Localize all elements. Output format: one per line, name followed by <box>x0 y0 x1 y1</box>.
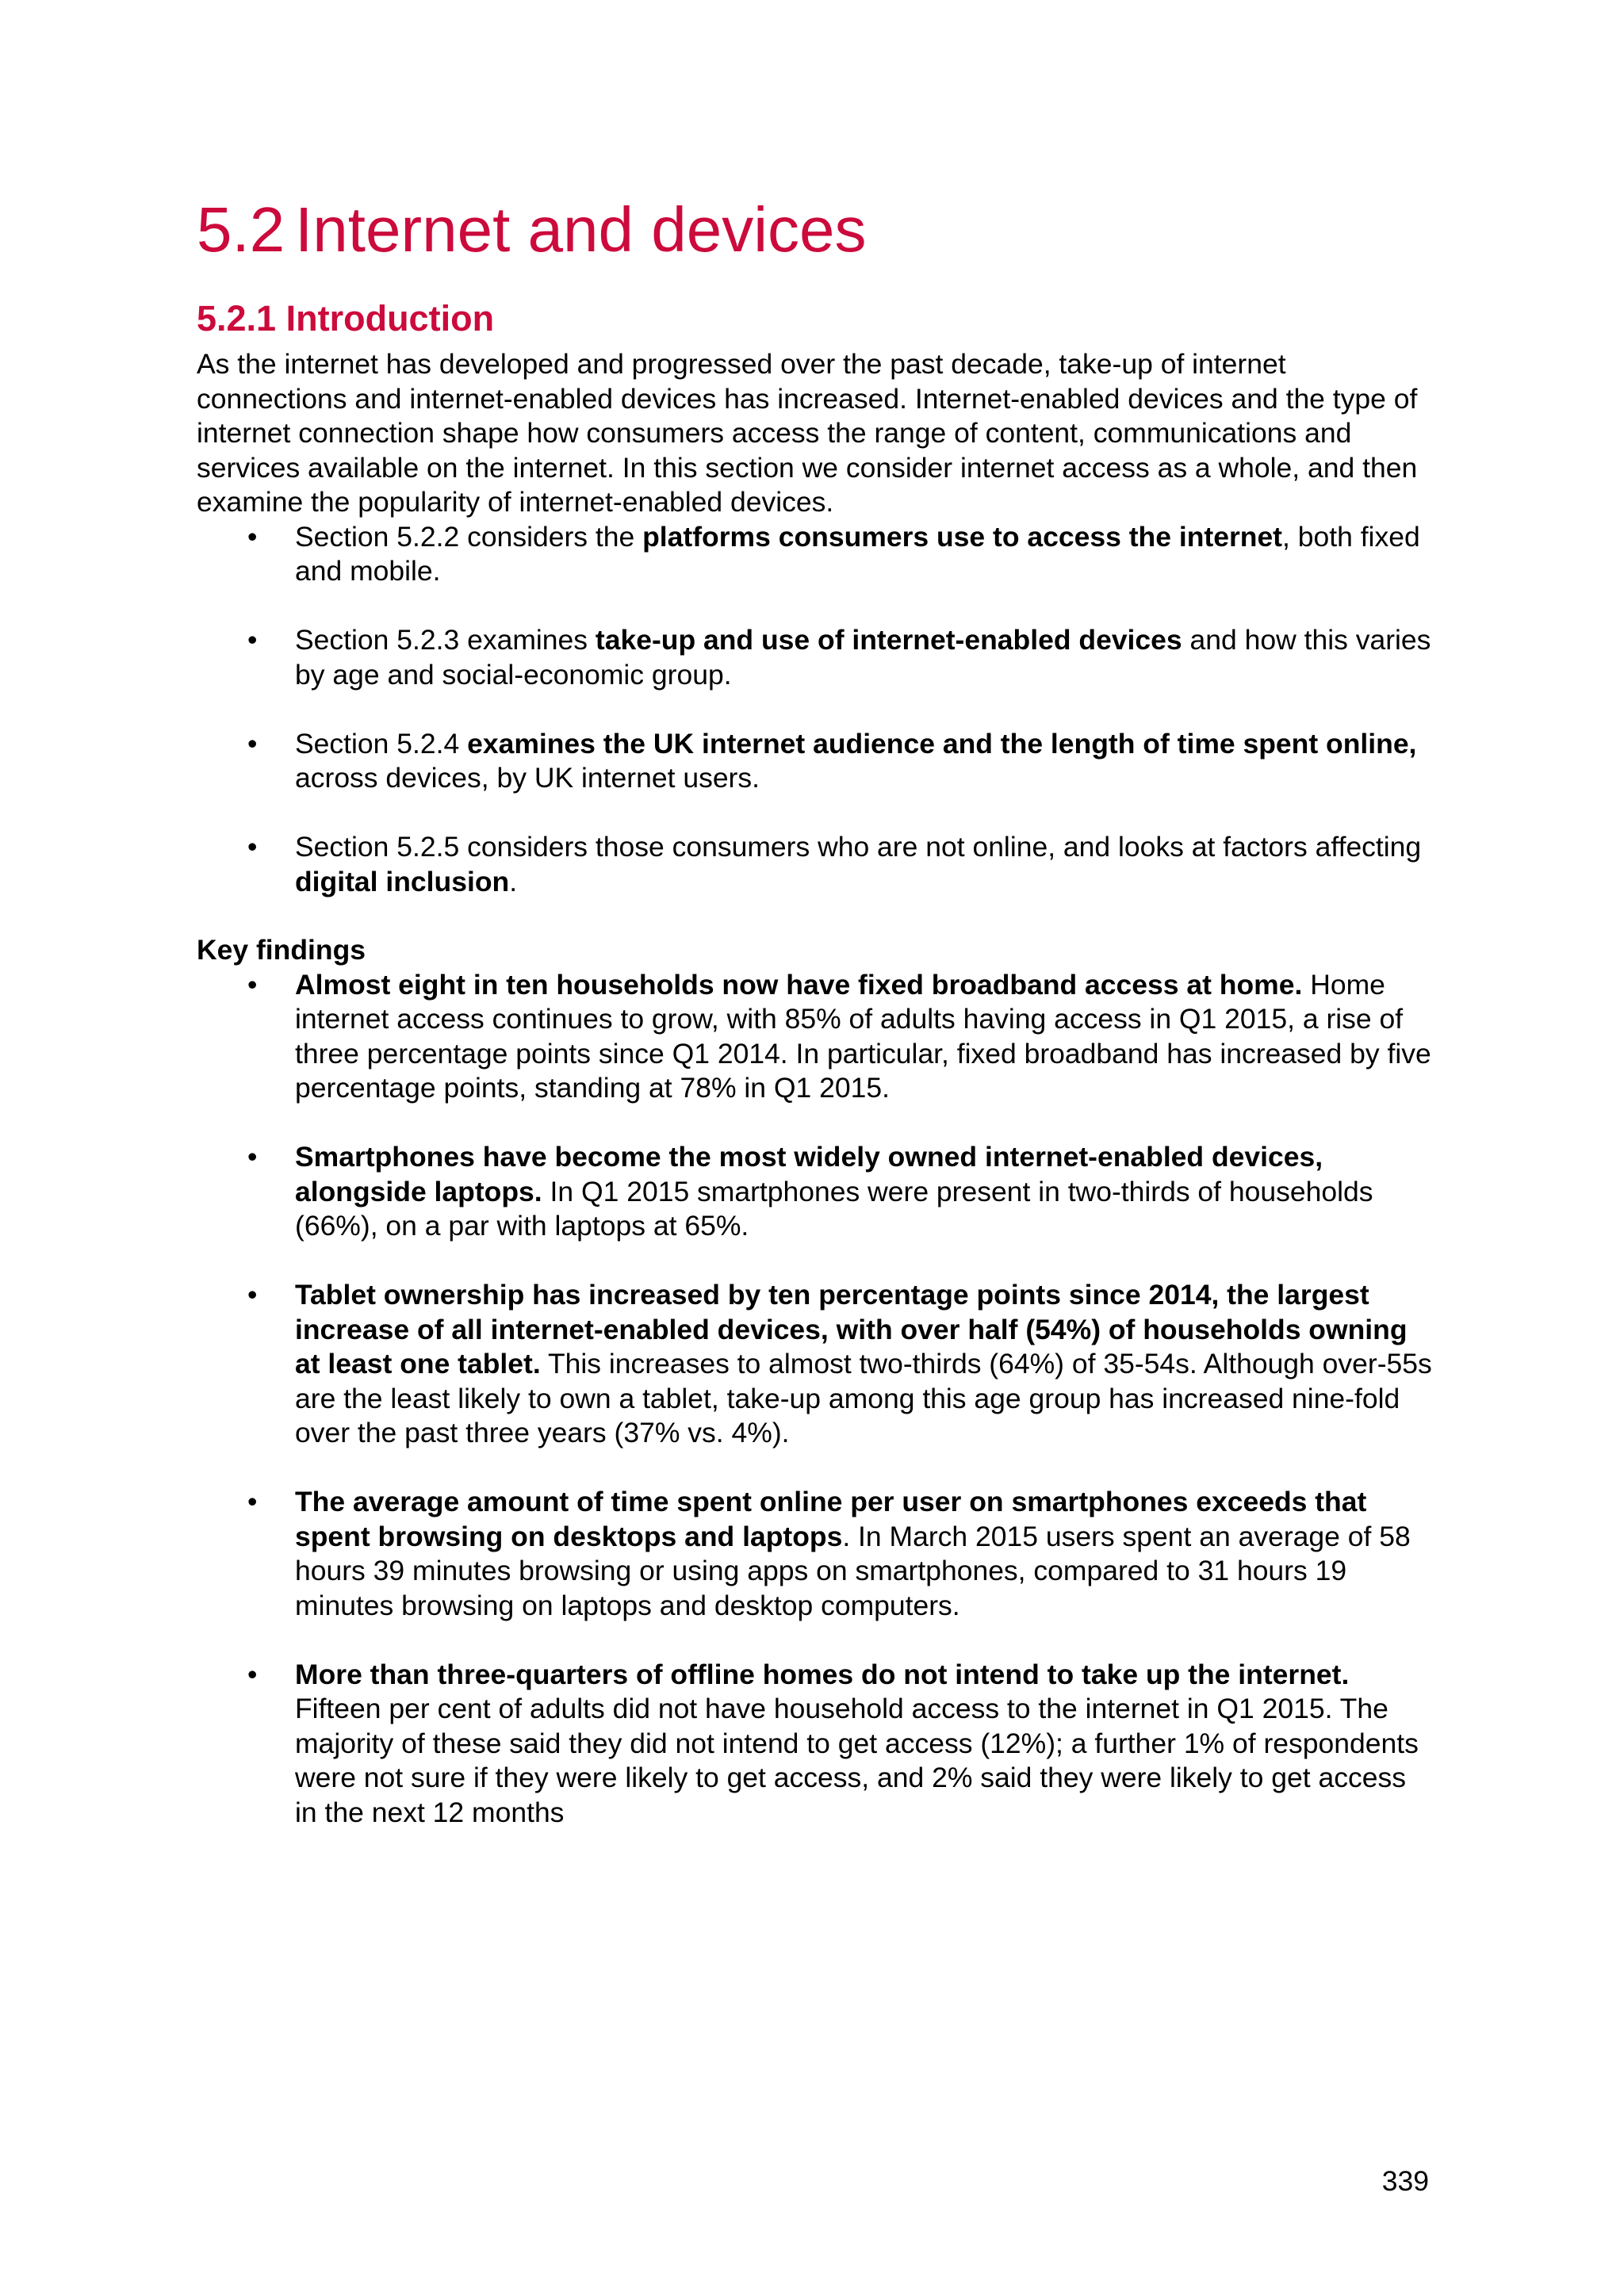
bullet-text-post: and how this varies by age and social-economic group. <box>295 624 1431 691</box>
list-item <box>197 623 1434 692</box>
document-page <box>197 190 1434 1830</box>
finding-text: Fifteen per cent of adults did not have household access to the internet in Q1 2015. The majority of these said they did not intend to get access (12%); a further 1% of respondents were not sure if they were likely to get access, and 2% said they were likely to get access in the next 12 months <box>295 1693 1419 1828</box>
list-item <box>197 1658 1434 1831</box>
list-item <box>197 1278 1434 1451</box>
bullet-icon: • <box>247 1658 258 1690</box>
bullet-text-post: across devices, by UK internet users. <box>295 762 760 794</box>
finding-bold: Tablet ownership has increased by ten percentage points since 2014, the largest increase of all internet-enabled devices, with over half (54%) of households owning at least one tablet. <box>295 1279 1408 1380</box>
page-number: 339 <box>1381 2165 1429 2197</box>
bullet-text-bold: take-up and use of internet-enabled devices <box>595 624 1182 656</box>
bullet-icon: • <box>247 520 258 553</box>
finding-bold: More than three-quarters of offline homes do not intend to take up the internet. <box>295 1658 1350 1690</box>
bullet-icon: • <box>247 1486 258 1517</box>
body-content <box>197 347 1434 1830</box>
finding-bold: Almost eight in ten households now have fixed broadband access at home. <box>295 968 1303 1001</box>
bullet-icon: • <box>247 727 258 760</box>
key-findings-list <box>197 968 1434 1831</box>
bullet-text-pre: Section 5.2.4 <box>295 727 468 760</box>
bullet-text-pre: Section 5.2.2 considers the <box>295 520 643 553</box>
intro-bullet-list <box>197 520 1434 900</box>
section-title: Internet and devices <box>295 194 867 265</box>
finding-text: Home internet access continues to grow, with 85% of adults having access in Q1 2015, a rise of three percentage points since Q1 2014. In particular, fixed broadband has increased by five percentage points, standing at 78% in Q1 2015. <box>295 968 1431 1104</box>
list-item <box>197 968 1434 1106</box>
section-number: 5.2 <box>197 194 285 265</box>
list-item <box>197 830 1434 899</box>
bullet-text-post: , both fixed and mobile. <box>295 520 1420 587</box>
subsection-number: 5.2.1 <box>197 298 277 339</box>
bullet-icon: • <box>247 1279 258 1311</box>
bullet-icon: • <box>247 624 258 656</box>
finding-text: This increases to almost two-thirds (64%) of 35-54s. Although over-55s are the least likely to own a tablet, take-up among this age group has increased nine-fold over the past three years (37% vs. 4%). <box>295 1348 1432 1448</box>
key-findings-heading: Key findings <box>197 934 366 966</box>
finding-bold: Smartphones have become the most widely owned internet-enabled devices, alongside laptops. <box>295 1141 1323 1207</box>
bullet-text-pre: Section 5.2.3 examines <box>295 624 596 656</box>
intro-paragraph: As the internet has developed and progressed over the past decade, take-up of internet connections and internet-enabled devices has increased. Internet-enabled devices and the type of internet connection shape how consumers access the range of content, communications and services available on the internet. In this section we consider internet access as a whole, and then examine the popularity of internet-enabled devices. <box>197 348 1418 518</box>
list-item <box>197 727 1434 796</box>
bullet-text-pre: Section 5.2.5 considers those consumers who are not online, and looks at factors affecting <box>295 831 1422 863</box>
finding-text: In Q1 2015 smartphones were present in two-thirds of households (66%), on a par with laptops at 65%. <box>295 1175 1373 1242</box>
bullet-text-bold: digital inclusion <box>295 865 510 897</box>
bullet-text-bold: examines the UK internet audience and the length of time spent online, <box>467 727 1417 760</box>
bullet-icon: • <box>247 1141 258 1173</box>
section-heading <box>197 190 1434 270</box>
list-item <box>197 520 1434 589</box>
bullet-icon: • <box>247 968 258 1001</box>
subsection-title: Introduction <box>285 298 495 339</box>
finding-bold: The average amount of time spent online per user on smartphones exceeds that spent browsing on desktops and laptops <box>295 1486 1367 1552</box>
list-item <box>197 1485 1434 1623</box>
subsection-heading <box>197 297 1434 341</box>
bullet-icon: • <box>247 831 258 863</box>
finding-text: . In March 2015 users spent an average of 58 hours 39 minutes browsing or using apps on smartphones, compared to 31 hours 19 minutes browsing on laptops and desktop computers. <box>295 1520 1411 1621</box>
bullet-text-bold: platforms consumers use to access the internet <box>642 520 1283 553</box>
list-item <box>197 1140 1434 1244</box>
bullet-text-post: . <box>509 865 518 897</box>
